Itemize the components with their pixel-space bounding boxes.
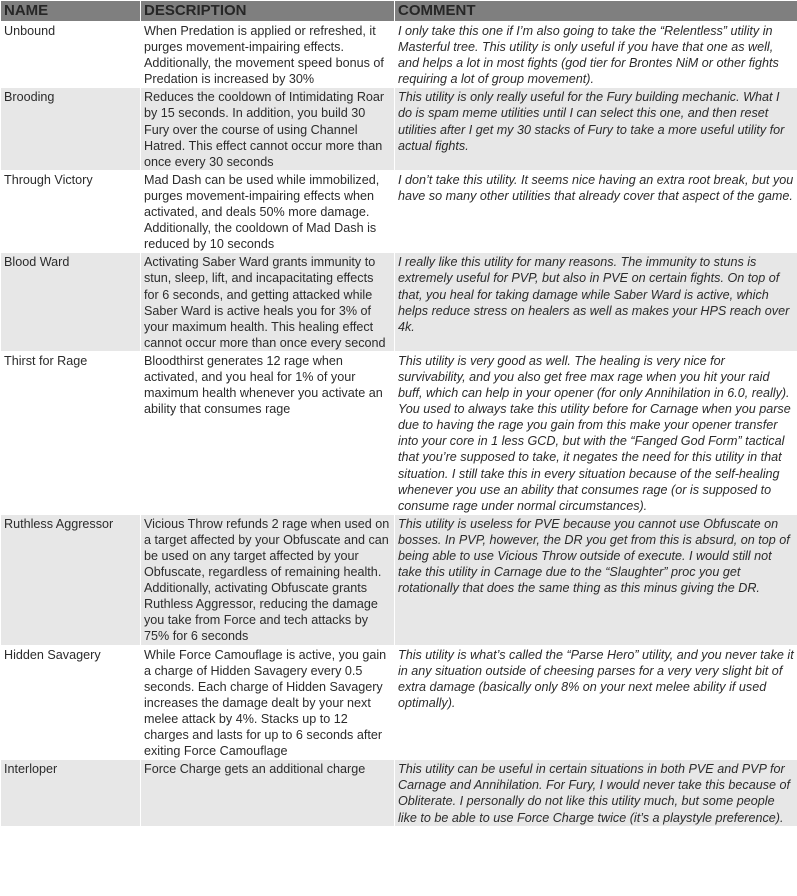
table-row	[1, 760, 797, 826]
header-description: DESCRIPTION	[141, 1, 395, 22]
utility-name: Ruthless Aggressor	[1, 514, 141, 645]
utility-description: Vicious Throw refunds 2 rage when used on a target affected by your Obfuscate and can be used on any target affected by your Obfuscate, regardless of remaining health. Additionally, activating Obfuscate grants Ruthless Aggressor, reducing the damage you take from Force and tech attacks by 75% for 6 seconds	[141, 514, 395, 645]
utility-name: Hidden Savagery	[1, 645, 141, 760]
table-row	[1, 170, 797, 252]
utility-comment: This utility is very good as well. The healing is very nice for survivability, and you also get free max rage when you hit your raid buff, which can help in your opener (for only Annihilation in 6.0, really). You used to always take this utility before for Carnage when you parse due to having the rage you gain from this make your opener transfer into your core in 1 less GCD, but with the “Fanged God Form” tactical that you’re supposed to take, it negates the need for this utility in that situation. I still take this in every situation because of the self-healing whenever you use an ability that consumes rage (or is supposed to consume rage under normal circumstances).	[395, 351, 797, 514]
utility-description: Bloodthirst generates 12 rage when activated, and you heal for 1% of your maximum health whenever you activate an ability that consumes rage	[141, 351, 395, 514]
table-row	[1, 253, 797, 352]
utility-comment: I don’t take this utility. It seems nice having an extra root break, but you have so many other utilities that already cover that aspect of the game.	[395, 170, 797, 252]
table-row	[1, 88, 797, 170]
utility-comment: I only take this one if I’m also going to take the “Relentless” utility in Masterful tree. This utility is only useful if you have that one as well, and helps a lot in most fights (god tier for Brontes NiM or other fights requiring a lot of group movement).	[395, 22, 797, 88]
utility-description: Force Charge gets an additional charge	[141, 760, 395, 826]
utility-name: Thirst for Rage	[1, 351, 141, 514]
utility-name: Blood Ward	[1, 253, 141, 352]
table-row	[1, 645, 797, 760]
utility-comment: I really like this utility for many reasons. The immunity to stuns is extremely useful for PVP, but also in PVE on certain fights. On top of that, you heal for taking damage while Saber Ward is active, which helps reduce stress on healers as well as makes your HPS reach over 4k.	[395, 253, 797, 352]
utility-description: Activating Saber Ward grants immunity to stun, sleep, lift, and incapacitating effects for 6 seconds, and getting attacked while Saber Ward is active heals you for 3% of your maximum health. This healing effect cannot occur more than once every second	[141, 253, 395, 352]
utility-description: Mad Dash can be used while immobilized, purges movement-impairing effects when activated, and deals 50% more damage. Additionally, the cooldown of Mad Dash is reduced by 10 seconds	[141, 170, 395, 252]
utility-comment: This utility is useless for PVE because you cannot use Obfuscate on bosses. In PVP, however, the DR you get from this is absurd, on top of being able to use Vicious Throw outside of execute. I would still not take this utility in Carnage due to the “Slaughter” proc you get rotationally that does the same thing as this minus giving the DR.	[395, 514, 797, 645]
table-row	[1, 22, 797, 88]
utility-description: While Force Camouflage is active, you gain a charge of Hidden Savagery every 0.5 seconds. Each charge of Hidden Savagery increases the damage dealt by your next melee attack by 4%. Stacks up to 12 charges and lasts for up to 6 seconds after exiting Force Camouflage	[141, 645, 395, 760]
utility-name: Unbound	[1, 22, 141, 88]
table-row	[1, 351, 797, 514]
utility-description: When Predation is applied or refreshed, it purges movement-impairing effects. Additionally, the movement speed bonus of Predation is increased by 30%	[141, 22, 395, 88]
utility-comment: This utility is what’s called the “Parse Hero” utility, and you never take it in any situation outside of cheesing parses for a very very slight bit of extra damage (basically only 8% on your next melee ability if used optimally).	[395, 645, 797, 760]
utility-name: Brooding	[1, 88, 141, 170]
header-name: NAME	[1, 1, 141, 22]
header-comment: COMMENT	[395, 1, 797, 22]
utility-name: Interloper	[1, 760, 141, 826]
utility-comment: This utility can be useful in certain situations in both PVE and PVP for Carnage and Annihilation. For Fury, I would never take this because of Obliterate. I personally do not like this utility much, but some people like to be able to use Force Charge twice (it’s a playstyle preference).	[395, 760, 797, 826]
table-row	[1, 514, 797, 645]
utility-comment: This utility is only really useful for the Fury building mechanic. What I do is spam meme utilities until I can select this one, and then reset utilities after I get my 30 stacks of Fury to take a more useful utility for actual fights.	[395, 88, 797, 170]
header-row	[1, 1, 797, 22]
utility-name: Through Victory	[1, 170, 141, 252]
utility-description: Reduces the cooldown of Intimidating Roar by 15 seconds. In addition, you build 30 Fury over the course of using Channel Hatred. This effect cannot occur more than once every 30 seconds	[141, 88, 395, 170]
